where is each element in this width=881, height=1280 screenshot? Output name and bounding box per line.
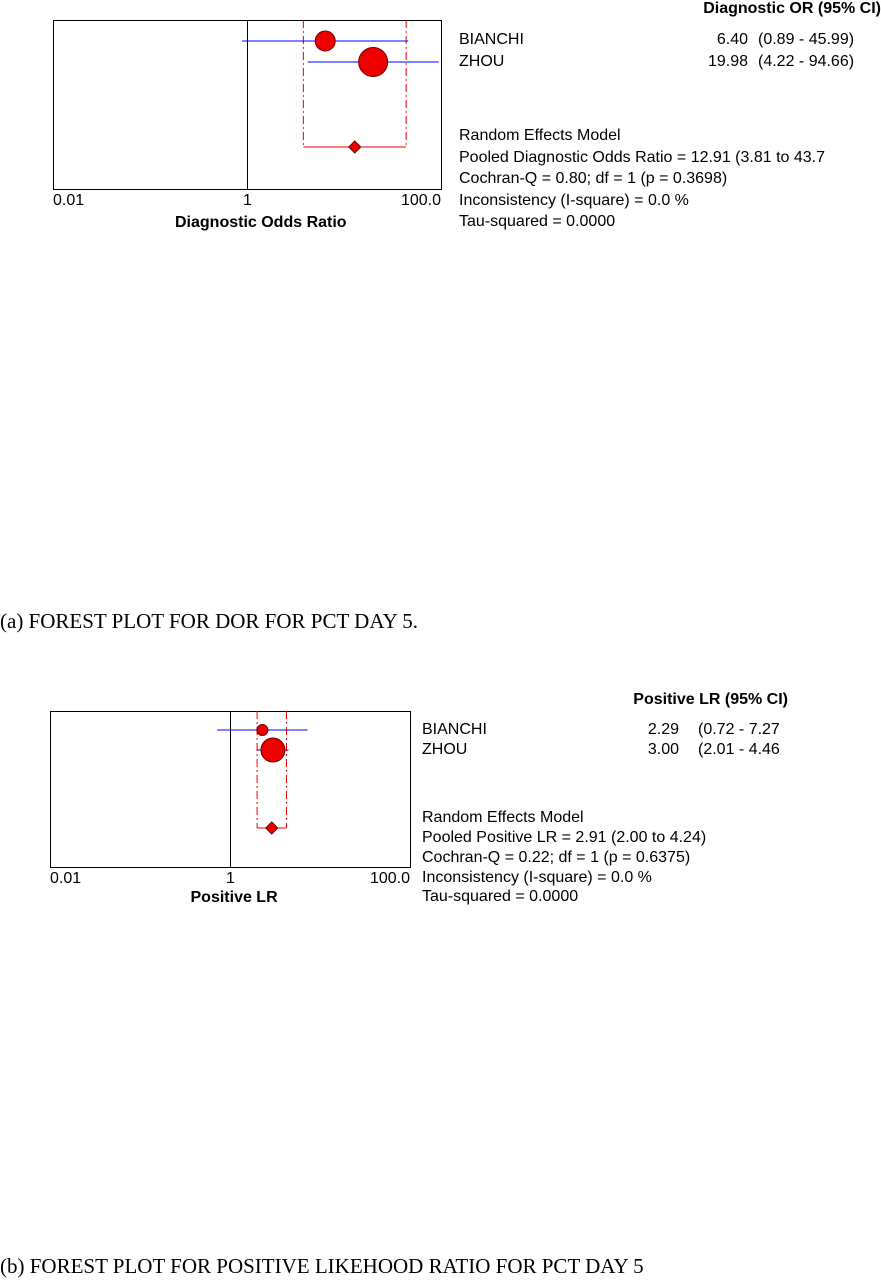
summary-line: Tau-squared = 0.0000 — [422, 888, 579, 905]
summary-line: Cochran-Q = 0.22; df = 1 (p = 0.6375) — [422, 849, 691, 866]
study-name: ZHOU — [459, 53, 505, 70]
summary-line: Random Effects Model — [422, 809, 584, 826]
x-axis-label: Positive LR — [190, 889, 278, 906]
x-tick-label: 100.0 — [400, 192, 441, 209]
plot-area — [0, 0, 881, 199]
pooled-diamond — [349, 141, 361, 153]
x-axis-label: Diagnostic Odds Ratio — [175, 214, 347, 231]
x-tick-label: 100.0 — [369, 870, 410, 887]
study-ci: (4.22 - 94.66) — [758, 53, 855, 70]
study-marker-zhou — [359, 48, 388, 77]
study-ci: (0.89 - 45.99) — [758, 31, 855, 48]
table-header: Positive LR (95% CI) — [633, 691, 788, 708]
table-header: Diagnostic OR (95% CI) — [703, 0, 881, 17]
plot-area — [0, 680, 881, 877]
study-name: BIANCHI — [422, 721, 487, 738]
study-name: BIANCHI — [459, 31, 524, 48]
pooled-diamond — [266, 822, 278, 834]
x-tick-label: 1 — [226, 870, 235, 887]
forest-plot-dor — [0, 0, 881, 240]
summary-line: Random Effects Model — [459, 127, 621, 144]
summary-line: Inconsistency (I-square) = 0.0 % — [459, 192, 689, 209]
study-marker-zhou — [261, 738, 285, 762]
summary-line: Pooled Positive LR = 2.91 (2.00 to 4.24) — [422, 829, 707, 846]
summary-line: Cochran-Q = 0.80; df = 1 (p = 0.3698) — [459, 170, 728, 187]
summary-line: Tau-squared = 0.0000 — [459, 213, 616, 230]
summary-line: Pooled Diagnostic Odds Ratio = 12.91 (3.81 to 43.7 — [459, 149, 826, 166]
summary-line: Inconsistency (I-square) = 0.0 % — [422, 869, 652, 886]
study-marker-bianchi — [315, 31, 335, 51]
study-ci: (0.72 - 7.27 — [698, 721, 780, 738]
study-estimate: 2.29 — [647, 721, 679, 738]
study-estimate: 19.98 — [707, 53, 748, 70]
x-tick-label: 0.01 — [50, 870, 82, 887]
study-estimate: 6.40 — [716, 31, 748, 48]
caption-positive-lr: (b) FOREST PLOT FOR POSITIVE LIKEHOOD RATIO FOR PCT DAY 5 — [0, 1254, 644, 1278]
study-name: ZHOU — [422, 741, 468, 758]
x-tick-label: 0.01 — [53, 192, 85, 209]
forest-plot-positive-lr — [0, 680, 881, 910]
study-marker-bianchi — [257, 725, 268, 736]
study-ci: (2.01 - 4.46 — [698, 741, 780, 758]
study-estimate: 3.00 — [647, 741, 679, 758]
caption-dor: (a) FOREST PLOT FOR DOR FOR PCT DAY 5. — [0, 609, 418, 633]
x-tick-label: 1 — [243, 192, 252, 209]
